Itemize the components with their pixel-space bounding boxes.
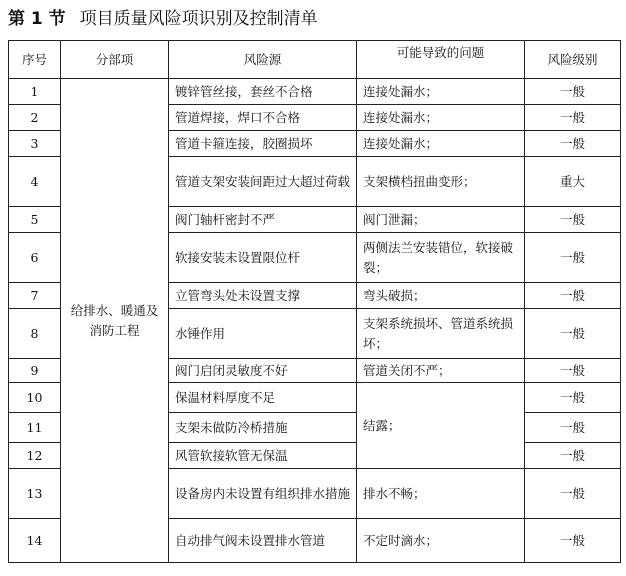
row-risk-source: 软接安装未设置限位杆 [169, 233, 357, 283]
section-title: 项目质量风险项识别及控制清单 [79, 9, 318, 29]
row-risk-source: 阀门启闭灵敏度不好 [169, 359, 357, 383]
header-division: 分部项 [61, 41, 169, 79]
row-risk-source: 立管弯头处未设置支撑 [169, 283, 357, 309]
header-level: 风险级别 [525, 41, 621, 79]
row-problem: 排水不畅； [357, 469, 525, 519]
row-index: 5 [9, 207, 61, 233]
row-level: 一般 [525, 105, 621, 131]
row-risk-source: 管道焊接，焊口不合格 [169, 105, 357, 131]
row-level: 一般 [525, 207, 621, 233]
row-problem: 支架横档扭曲变形； [357, 157, 525, 207]
row-index: 14 [9, 519, 61, 563]
row-level: 一般 [525, 383, 621, 413]
row-level: 一般 [525, 131, 621, 157]
row-index: 11 [9, 413, 61, 443]
row-index: 12 [9, 443, 61, 469]
row-problem: 连接处漏水； [357, 105, 525, 131]
row-level: 一般 [525, 413, 621, 443]
row-risk-source: 自动排气阀未设置排水管道 [169, 519, 357, 563]
section-heading [8, 6, 318, 32]
row-problem: 两侧法兰安装错位，软接破裂； [357, 233, 525, 283]
row-risk-source: 阀门轴杆密封不严 [169, 207, 357, 233]
row-problem: 不定时滴水； [357, 519, 525, 563]
row-index: 9 [9, 359, 61, 383]
row-problem: 支架系统损坏、管道系统损坏； [357, 309, 525, 359]
header-index: 序号 [9, 41, 61, 79]
row-index: 2 [9, 105, 61, 131]
row-risk-source: 管道卡箍连接，胶圈损坏 [169, 131, 357, 157]
row-risk-source: 保温材料厚度不足 [169, 383, 357, 413]
table-header-row [9, 41, 621, 79]
header-problem: 可能导致的问题 [357, 41, 525, 79]
header-risk-source: 风险源 [169, 41, 357, 79]
row-level: 一般 [525, 79, 621, 105]
row-problem: 管道关闭不严； [357, 359, 525, 383]
row-index: 13 [9, 469, 61, 519]
row-index: 6 [9, 233, 61, 283]
row-risk-source: 风管软接软管无保温 [169, 443, 357, 469]
row-level: 一般 [525, 359, 621, 383]
row-index: 10 [9, 383, 61, 413]
row-level: 一般 [525, 469, 621, 519]
row-index: 1 [9, 79, 61, 105]
risk-table [8, 40, 621, 563]
row-level: 一般 [525, 283, 621, 309]
row-index: 3 [9, 131, 61, 157]
row-risk-source: 镀锌管丝接，套丝不合格 [169, 79, 357, 105]
row-problem: 阀门泄漏； [357, 207, 525, 233]
row-risk-source: 支架未做防冷桥措施 [169, 413, 357, 443]
table-row [9, 79, 621, 105]
row-risk-source: 水锤作用 [169, 309, 357, 359]
row-level: 一般 [525, 233, 621, 283]
row-problem: 连接处漏水； [357, 131, 525, 157]
row-index: 7 [9, 283, 61, 309]
row-level: 一般 [525, 309, 621, 359]
row-problem: 弯头破损； [357, 283, 525, 309]
row-index: 4 [9, 157, 61, 207]
section-number: 第 1 节 [8, 9, 66, 29]
shared-problem-cell: 结露； [357, 383, 525, 469]
row-risk-source: 设备房内未设置有组织排水措施 [169, 469, 357, 519]
row-level: 重大 [525, 157, 621, 207]
row-level: 一般 [525, 519, 621, 563]
row-risk-source: 管道支架安装间距过大超过荷载 [169, 157, 357, 207]
row-problem: 连接处漏水； [357, 79, 525, 105]
row-index: 8 [9, 309, 61, 359]
row-level: 一般 [525, 443, 621, 469]
division-text: 给排水、暖通及消防工程 [70, 302, 159, 338]
division-cell [61, 79, 169, 563]
